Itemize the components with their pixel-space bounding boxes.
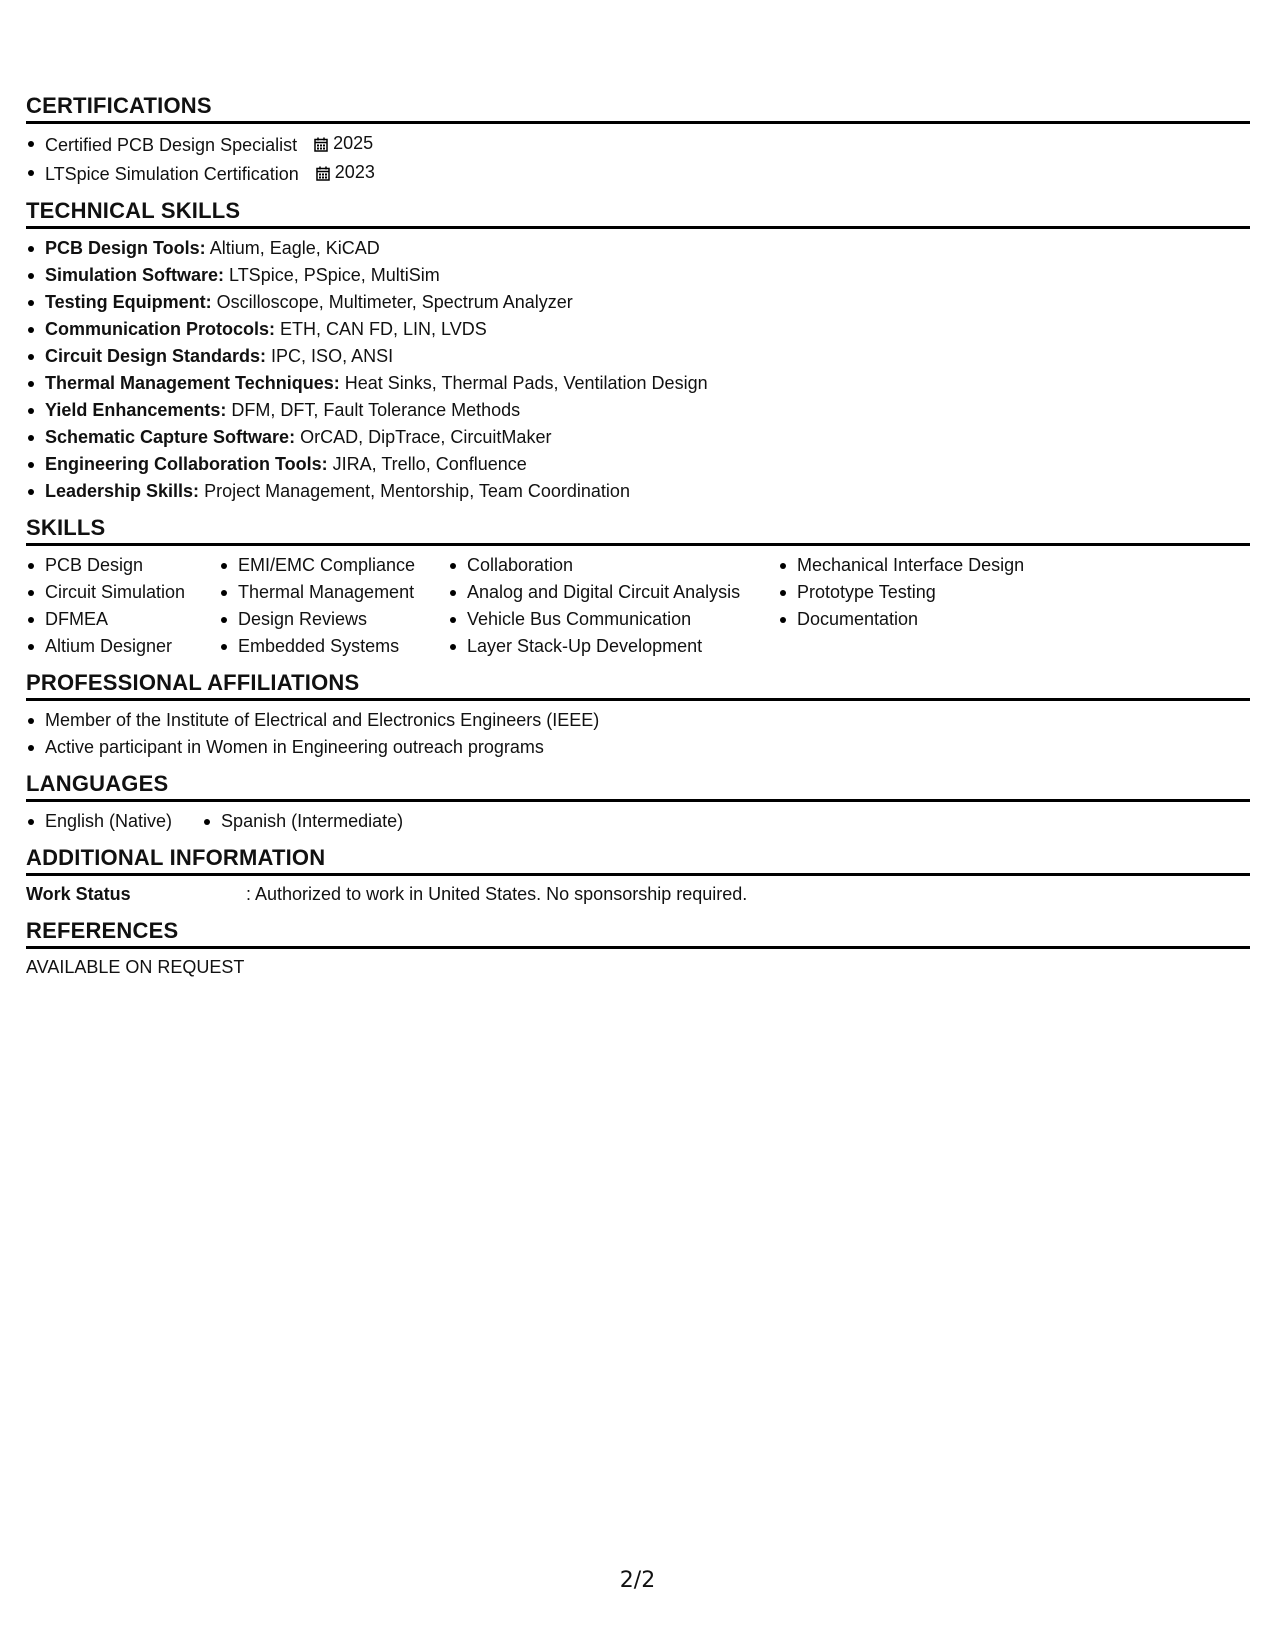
technical-skill-item	[26, 289, 1250, 316]
skill-values: ETH, CAN FD, LIN, LVDS	[275, 319, 487, 339]
certifications-section	[26, 92, 1250, 188]
affiliation-item: Member of the Institute of Electrical and Electronics Engineers (IEEE)	[26, 707, 1250, 734]
calendar-icon	[314, 137, 328, 152]
page-number: 2/2	[619, 1568, 656, 1593]
affiliations-section	[26, 669, 1250, 761]
work-status-label: Work Status	[26, 884, 131, 904]
certification-item	[26, 130, 1250, 159]
skill-item: Circuit Simulation	[26, 579, 219, 606]
additional-info-section	[26, 844, 1250, 908]
skill-item: Embedded Systems	[219, 633, 448, 660]
skill-category: PCB Design Tools:	[45, 238, 206, 258]
skill-values: LTSpice, PSpice, MultiSim	[224, 265, 440, 285]
skill-values: IPC, ISO, ANSI	[266, 346, 394, 366]
technical-skill-item	[26, 478, 1250, 505]
skill-category: Engineering Collaboration Tools:	[45, 454, 328, 474]
skill-category: Thermal Management Techniques:	[45, 373, 340, 393]
languages-section	[26, 770, 1250, 835]
skill-category: Leadership Skills:	[45, 481, 200, 501]
language-item: English (Native)	[26, 808, 172, 835]
skill-category: Yield Enhancements:	[45, 400, 227, 420]
skill-item: Documentation	[778, 606, 1078, 633]
technical-skill-item	[26, 451, 1250, 478]
technical-skill-item	[26, 235, 1250, 262]
skills-column	[448, 552, 778, 660]
skill-category: Schematic Capture Software:	[45, 427, 296, 447]
affiliations-list	[26, 707, 1250, 761]
skill-values: Altium, Eagle, KiCAD	[205, 238, 380, 258]
skill-item: Design Reviews	[219, 606, 448, 633]
skills-column	[778, 552, 1078, 660]
skill-item: Mechanical Interface Design	[778, 552, 1078, 579]
technical-skill-item	[26, 370, 1250, 397]
skill-values: JIRA, Trello, Confluence	[327, 454, 527, 474]
technical-skills-section	[26, 197, 1250, 505]
skill-values: Heat Sinks, Thermal Pads, Ventilation Design	[339, 373, 708, 393]
skill-item: Vehicle Bus Communication	[448, 606, 778, 633]
skills-heading: SKILLS	[26, 514, 1250, 546]
references-section	[26, 917, 1250, 981]
skills-section	[26, 514, 1250, 660]
certifications-list	[26, 130, 1250, 188]
certifications-heading: CERTIFICATIONS	[26, 92, 1250, 124]
affiliation-item: Active participant in Women in Engineering outreach programs	[26, 734, 1250, 761]
skill-item: Collaboration	[448, 552, 778, 579]
technical-skill-item	[26, 397, 1250, 424]
affiliations-heading: PROFESSIONAL AFFILIATIONS	[26, 669, 1250, 701]
skill-item: Prototype Testing	[778, 579, 1078, 606]
certification-year: 2023	[334, 162, 375, 182]
technical-skills-list	[26, 235, 1250, 505]
skill-category: Communication Protocols:	[45, 319, 276, 339]
skill-item: PCB Design	[26, 552, 219, 579]
resume-page	[26, 92, 1250, 981]
skills-column	[26, 552, 219, 660]
certification-name: LTSpice Simulation Certification	[45, 164, 299, 184]
skill-values: DFM, DFT, Fault Tolerance Methods	[226, 400, 521, 420]
skill-item: EMI/EMC Compliance	[219, 552, 448, 579]
skill-item: Layer Stack-Up Development	[448, 633, 778, 660]
languages-list	[26, 808, 1250, 835]
certification-year: 2025	[333, 133, 374, 153]
skills-column	[219, 552, 448, 660]
additional-info-heading: ADDITIONAL INFORMATION	[26, 844, 1250, 876]
work-status-row	[26, 881, 1250, 908]
skill-item: Altium Designer	[26, 633, 219, 660]
calendar-icon	[316, 166, 330, 181]
skill-item: Thermal Management	[219, 579, 448, 606]
skills-grid	[26, 552, 1250, 660]
skill-category: Circuit Design Standards:	[45, 346, 267, 366]
work-status-value: : Authorized to work in United States. No sponsorship required.	[246, 884, 748, 904]
technical-skill-item	[26, 424, 1250, 451]
references-text: AVAILABLE ON REQUEST	[26, 957, 245, 977]
technical-skill-item	[26, 316, 1250, 343]
certification-date	[314, 130, 373, 157]
skill-category: Simulation Software:	[45, 265, 225, 285]
certification-name: Certified PCB Design Specialist	[45, 135, 298, 155]
certification-date	[316, 159, 375, 186]
skill-values: Project Management, Mentorship, Team Coordination	[199, 481, 630, 501]
skill-values: OrCAD, DipTrace, CircuitMaker	[295, 427, 552, 447]
certification-item	[26, 159, 1250, 188]
technical-skill-item	[26, 343, 1250, 370]
language-item: Spanish (Intermediate)	[202, 808, 403, 835]
skill-values: Oscilloscope, Multimeter, Spectrum Analyzer	[211, 292, 573, 312]
skill-category: Testing Equipment:	[45, 292, 212, 312]
technical-skill-item	[26, 262, 1250, 289]
technical-skills-heading: TECHNICAL SKILLS	[26, 197, 1250, 229]
references-heading: REFERENCES	[26, 917, 1250, 949]
skill-item: Analog and Digital Circuit Analysis	[448, 579, 778, 606]
skill-item: DFMEA	[26, 606, 219, 633]
languages-heading: LANGUAGES	[26, 770, 1250, 802]
